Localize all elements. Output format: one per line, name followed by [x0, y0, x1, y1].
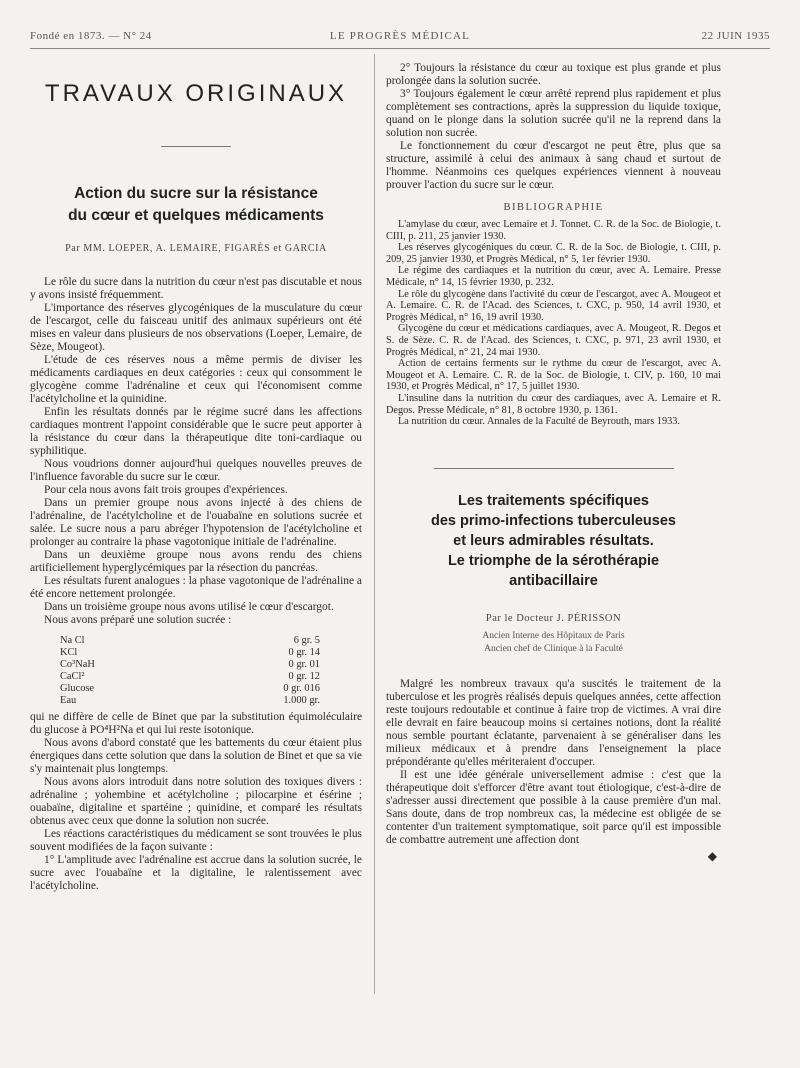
paragraph: Dans un deuxième groupe nous avons rendu des chiens artificiellement hyperglycémiques par la résection du pancréas.	[30, 549, 362, 574]
issue-date: 22 JUIN 1935	[701, 30, 770, 42]
ingredient: Eau	[60, 695, 77, 706]
bibliography-entry: L'insuline dans la nutrition du cœur des cardiaques, avec A. Lemaire et R. Degos. Presse Médicale, n° 81, 8 octobre 1930, p. 1361.	[386, 392, 721, 416]
quantity: 6 gr. 5	[293, 635, 320, 646]
paragraph: L'importance des réserves glycogéniques de la musculature du cœur de l'escargot, celle du faisceau unitif des animaux supérieurs ont été mises en valeur dans plusieurs de nos observations (Loeper, Lemaire, de Sèze, Mougeot).	[30, 302, 362, 353]
author-affiliation	[386, 630, 721, 656]
column-divider	[374, 54, 375, 994]
article-title	[30, 183, 362, 227]
article2-title	[386, 491, 721, 591]
article2-title-line: Le triomphe de la sérothérapie	[447, 552, 660, 569]
paragraph: Il est une idée générale universellement admise : c'est que la thérapeutique doit s'efforcer d'être avant tout étiologique, c'est-à-dire de s'adresser aussi directement que possible à la cause première d'un mal. Sans doute, dans de trop nombreux cas, la médecine est obligée de se contenter d'un traitement symptomatique, soit parce qu'il est impossible de combattre autrement une affection dont	[386, 768, 721, 846]
bibliography-entry: L'amylase du cœur, avec Lemaire et J. Tonnet. C. R. de la Soc. de Biologie, t. CIII, p. 211, 25 janvier 1930.	[386, 219, 721, 242]
affiliation-line: Ancien Interne des Hôpitaux de Paris	[482, 630, 625, 641]
paragraph: Les réactions caractéristiques du médicament se sont trouvées le plus souvent modifiées de la façon suivante :	[30, 828, 362, 853]
article2-body	[386, 678, 721, 847]
ingredient: KCl	[60, 647, 78, 658]
bibliography-heading: BIBLIOGRAPHIE	[503, 202, 604, 213]
article-title-line: Action du sucre sur la résistance	[74, 185, 318, 202]
bibliography-entry: Glycogène du cœur et médications cardiaques, avec A. Mougeot, R. Degos et S. de Sèze. C. R. de l'Acad. des Sciences, t. CXC, p. 971, 23 avril 1930, et Progrès Médical, n° 21, 24 mai 1930.	[386, 323, 721, 358]
ingredient: Na Cl	[60, 635, 85, 646]
bibliography-entry: La nutrition du cœur. Annales de la Faculté de Beyrouth, mars 1933.	[398, 416, 680, 428]
paragraph: 3° Toujours également le cœur arrêté reprend plus rapidement et plus complètement ses contractions, après la suppression du liquide toxique, quand on le plonge dans la solution sucrée qu'il ne la reprend dans la solution non sucrée.	[386, 88, 721, 139]
header-rule	[30, 48, 770, 49]
table-row	[60, 683, 320, 695]
bibliography-entry: Le rôle du glycogène dans l'activité du cœur de l'escargot, avec A. Mougeot et A. Lemaire. C. R. de l'Acad. des Sciences, t. CXC, p. 950, 14 avril 1930, et Progrès Médical, n° 16, 19 avril 1930.	[386, 288, 721, 323]
article-title-line: du cœur et quelques médicaments	[68, 207, 324, 224]
title-rule	[161, 146, 231, 147]
article-separator	[434, 468, 674, 469]
quantity: 0 gr. 12	[288, 671, 320, 682]
article-continuation	[386, 62, 721, 192]
quantity: 0 gr. 016	[283, 683, 320, 694]
founding-number: Fondé en 1873. — N° 24	[30, 30, 152, 42]
paragraph: L'étude de ces réserves nous a même permis de diviser les médicaments cardiaques en deux catégories : ceux qui consomment le glycogène comme l'adrénaline et ceux qui l'économisent comme l'acétylcholine et la quinidine.	[30, 354, 362, 405]
article2-title-line: et leurs admirables résultats.	[453, 532, 654, 549]
paragraph: 1° L'amplitude avec l'adrénaline est accrue dans la solution sucrée, le sucre avec l'ouabaïne et la digitaline, le ralentissement avec l'acétylcholine.	[30, 854, 362, 892]
article2-author: Par le Docteur J. PÉRISSON	[485, 612, 622, 624]
paragraph: qui ne diffère de celle de Binet que par la substitution équimoléculaire du glucose à PO⁴H²Na et qui lui reste isotonique.	[30, 711, 362, 736]
quantity: 0 gr. 01	[288, 659, 320, 670]
bibliography-entry: Le régime des cardiaques et la nutrition du cœur, avec A. Lemaire. Presse Médicale, n° 14, 15 février 1930, p. 232.	[386, 265, 721, 288]
running-head	[30, 30, 770, 48]
paragraph: Le rôle du sucre dans la nutrition du cœur n'est pas discutable et nous y avons insisté fréquemment.	[30, 276, 362, 301]
paragraph: Dans un troisième groupe nous avons utilisé le cœur d'escargot.	[44, 601, 334, 613]
table-row	[60, 647, 320, 659]
table-row	[60, 671, 320, 683]
quantity: 1.000 gr.	[283, 695, 320, 706]
article2-title-line: antibacillaire	[509, 572, 598, 589]
table-row	[60, 695, 320, 707]
paragraph: Les résultats furent analogues : la phase vagotonique de l'adrénaline a été encore nettement prolongée.	[30, 575, 362, 600]
paragraph: Le fonctionnement du cœur d'escargot ne peut être, plus que sa structure, assimilé à celui des animaux à sang chaud et surtout de l'homme. Néanmoins ces quelques expériences viennent à nouveau prouver l'action du sucre sur le cœur.	[386, 140, 721, 191]
continuation-mark: ◆	[707, 848, 717, 863]
ingredient: CaCl²	[60, 671, 85, 682]
paragraph: Nous voudrions donner aujourd'hui quelques nouvelles preuves de l'influence favorable du sucre sur le cœur.	[30, 458, 362, 483]
paragraph: Nous avons préparé une solution sucrée :	[44, 614, 232, 626]
section-title: TRAVAUX ORIGINAUX	[44, 80, 348, 107]
paragraph: Nous avons d'abord constaté que les battements du cœur étaient plus énergiques dans cette solution que dans la solution de Binet et que sa vie s'y maintenait plus longtemps.	[30, 737, 362, 775]
bibliography-entry: Action de certains ferments sur le rythme du cœur de l'escargot, avec A. Mougeot et A. Lemaire. C. R. de la Soc. de Biologie, t. CIV, p. 160, 10 mai 1930, et Progrès Médical, n° 17, 5 juillet 1930.	[386, 358, 721, 393]
journal-title: LE PROGRÈS MÉDICAL	[329, 30, 471, 42]
solution-table	[60, 635, 320, 707]
paragraph: Nous avons alors introduit dans notre solution des toxiques divers : adrénaline ; yohembine et acétylcholine ; pilocarpine et ésérine ; ouabaïne, digitaline et spartéine ; quinidine, et comparé les résultats obtenus avec ceux que donne la solution non sucrée.	[30, 776, 362, 827]
ingredient: Co³NaH	[60, 659, 95, 670]
affiliation-line: Ancien chef de Clinique à la Faculté	[484, 643, 623, 654]
right-column	[386, 62, 721, 864]
paragraph: Dans un premier groupe nous avons injecté à des chiens de l'adrénaline, de l'acétylcholine et de l'ouabaïne en solutions sucrée et salée. Le sucre nous a paru abréger l'hypotension de l'acétylcholine et prolonger au contraire la phase vagotonique initiale de l'adrénaline.	[30, 497, 362, 548]
bibliography-entry: Les réserves glycogéniques du cœur. C. R. de la Soc. de Biologie, t. CIII, p. 209, 25 janvier 1930, et Progrès Médical, n° 5, 1er février 1930.	[386, 242, 721, 265]
table-row	[60, 635, 320, 647]
article2-title-line: des primo-infections tuberculeuses	[431, 512, 676, 529]
table-row	[60, 659, 320, 671]
paragraph: Enfin les résultats donnés par le régime sucré dans les affections cardiaques montrent l'appoint considérable que le sucre peut apporter à la résistance du cœur dans la thérapeutique dite toni-cardiaque ou syphilitique.	[30, 406, 362, 457]
article2-title-line: Les traitements spécifiques	[458, 492, 649, 509]
byline: Par MM. LOEPER, A. LEMAIRE, FIGARÈS et GARCIA	[65, 243, 327, 254]
paragraph: Malgré les nombreux travaux qu'a suscités le traitement de la tuberculose et les progrès réalisés depuis quelques années, cette affection reste toujours redoutable et continue à faire trop de victimes. A vrai dire elle devrait en faire beaucoup moins si certaines notions, dont la réalité nous semble pourtant éclatante, parvenaient à se généraliser dans les milieux médicaux et à prendre dans l'enseignement la place prépondérante qu'elles mériteraient d'occuper.	[386, 677, 721, 768]
left-column	[30, 62, 362, 893]
quantity: 0 gr. 14	[288, 647, 320, 658]
paragraph: 2° Toujours la résistance du cœur au toxique est plus grande et plus prolongée dans la solution sucrée.	[386, 62, 721, 87]
bibliography	[386, 219, 721, 428]
paragraph: Pour cela nous avons fait trois groupes d'expériences.	[44, 484, 288, 496]
article-body	[30, 276, 362, 893]
ingredient: Glucose	[60, 683, 95, 694]
